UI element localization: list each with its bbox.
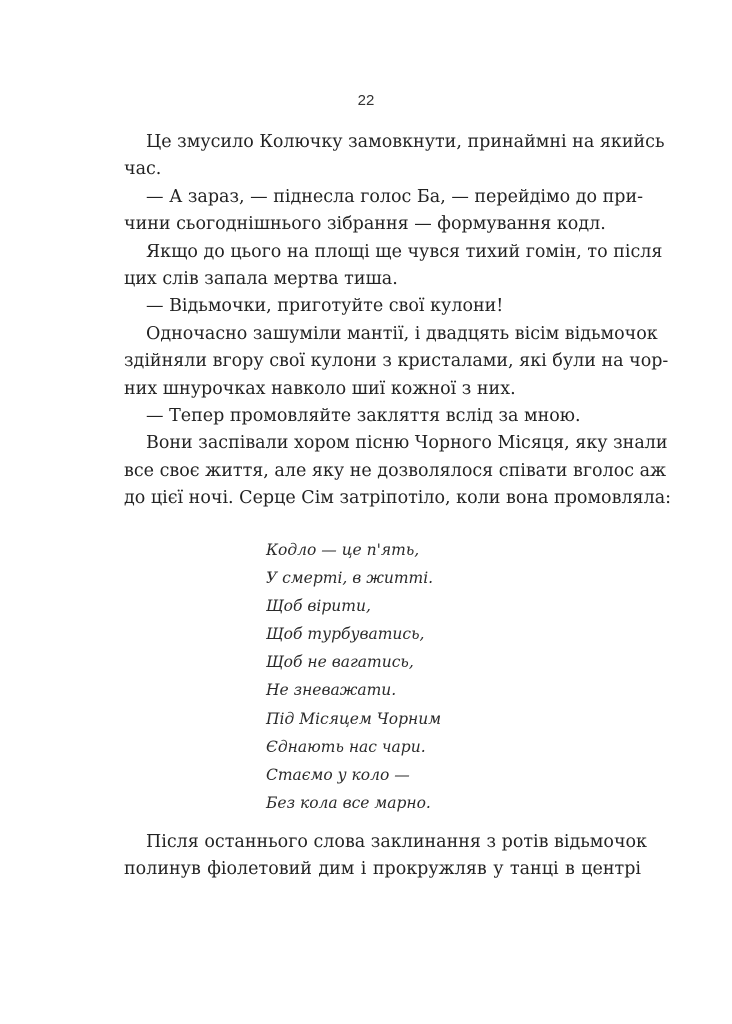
poem-verse: Щоб вірити,	[266, 597, 371, 616]
text-line: Після останнього слова заклинання з ротів відьмочок	[146, 832, 647, 852]
text-line: цих слів запала мертва тиша.	[124, 269, 398, 290]
text-line: — Відьмочки, приготуйте свої кулони!	[146, 296, 504, 317]
text-line: них шнурочках навколо шиї кожної з них.	[124, 378, 516, 399]
text-line: Вони заспівали хором пісню Чорного Місяця, яку знали	[146, 433, 668, 454]
poem-verse: Не зневажати.	[266, 681, 397, 700]
text-line: до цієї ночі. Серце Сім затріпотіло, коли вона промовляла:	[124, 488, 672, 509]
text-line: Це змусило Колючку замовкнути, принаймні на якийсь	[146, 132, 665, 152]
prose-top	[124, 129, 672, 513]
text-line: здійняли вгору свої кулони з кристалами, які були на чор-	[124, 351, 669, 372]
poem-verse: Кодло — це п'ять,	[266, 541, 420, 559]
text-line: Одночасно зашуміли мантії, і двадцять вісім відьмочок	[146, 323, 658, 344]
poem-verse: Щоб турбуватись,	[266, 625, 425, 644]
poem-verse: Під Місяцем Чорним	[266, 709, 442, 728]
prose-bottom	[124, 829, 647, 884]
text-line: все своє життя, але яку не дозволялося співати вголос аж	[124, 460, 667, 481]
poem-verse: У смерті, в житті.	[266, 569, 434, 588]
poem-verse: Без кола все марно.	[266, 793, 431, 812]
text-line: — А зараз, — піднесла голос Ба, — перейдімо до при-	[146, 186, 644, 207]
text-line: Якщо до цього на площі ще чувся тихий гомін, то після	[146, 241, 663, 262]
text-line: час.	[124, 159, 162, 180]
poem-verse: Щоб не вагатись,	[266, 653, 414, 672]
text-line: чини сьогоднішнього зібрання — формування кодл.	[124, 214, 606, 235]
text-line: — Тепер промовляйте закляття вслід за мною.	[146, 406, 581, 427]
poem-verse: Єднають нас чари.	[266, 737, 426, 756]
poem-verse: Стаємо у коло —	[266, 765, 410, 784]
page-number: 22	[357, 92, 375, 109]
text-line: полинув фіолетовий дим і прокружляв у танці в центрі	[124, 859, 641, 880]
incantation-poem	[266, 536, 441, 817]
